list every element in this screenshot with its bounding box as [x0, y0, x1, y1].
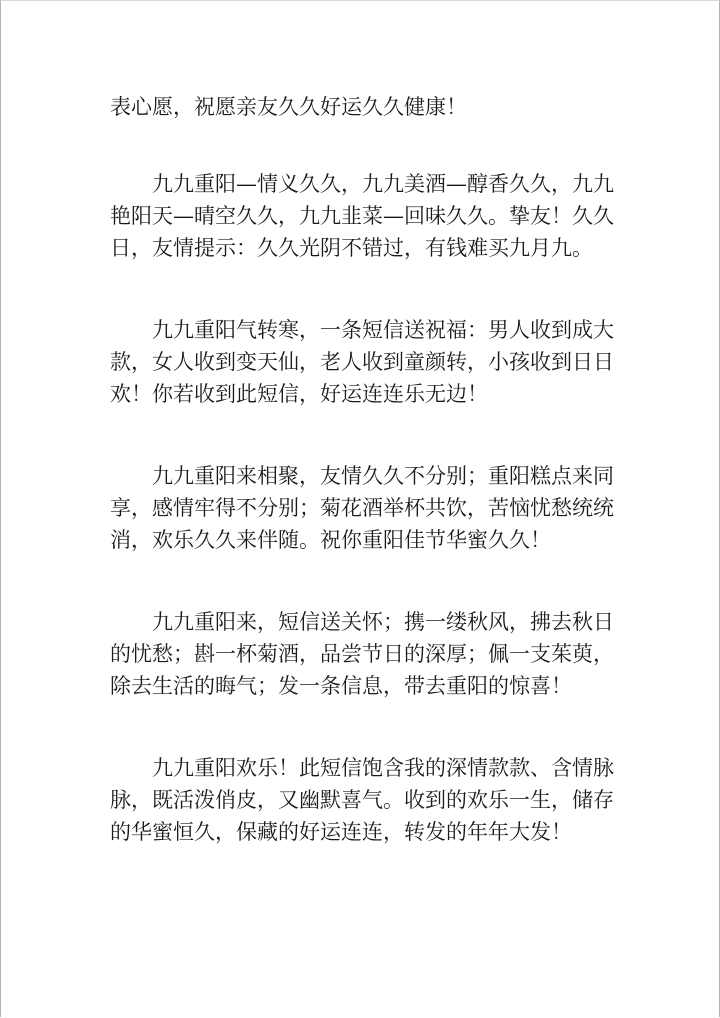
paragraph-2: 九九重阳—情义久久，九九美酒—醇香久久，九九艳阳天—晴空久久，九九韭菜—回味久久。挚友！久久日，友情提示：久久光阴不错过，有钱难买九月九。	[110, 172, 614, 260]
paragraph-1: 表心愿，祝愿亲友久久好运久久健康！	[110, 95, 467, 119]
paragraph-5: 九九重阳来，短信送关怀；携一缕秋风，拂去秋日的忧愁；斟一杯菊酒，品尝节日的深厚；佩一支茱萸，除去生活的晦气；发一条信息，带去重阳的惊喜！	[110, 610, 614, 698]
document-body	[110, 91, 620, 898]
paragraph-3: 九九重阳气转寒，一条短信送祝福：男人收到成大款，女人收到变天仙，老人收到童颜转，小孩收到日日欢！你若收到此短信，好运连连乐无边！	[110, 318, 614, 406]
paragraph-4: 九九重阳来相聚，友情久久不分别；重阳糕点来同享，感情牢得不分别；菊花酒举杯共饮，苦恼忧愁统统消，欢乐久久来伴随。祝你重阳佳节华蜜久久！	[110, 464, 614, 552]
paragraph-6: 九九重阳欢乐！此短信饱含我的深情款款、含情脉脉，既活泼俏皮，又幽默喜气。收到的欢乐一生，储存的华蜜恒久，保藏的好运连连，转发的年年大发！	[110, 756, 614, 844]
